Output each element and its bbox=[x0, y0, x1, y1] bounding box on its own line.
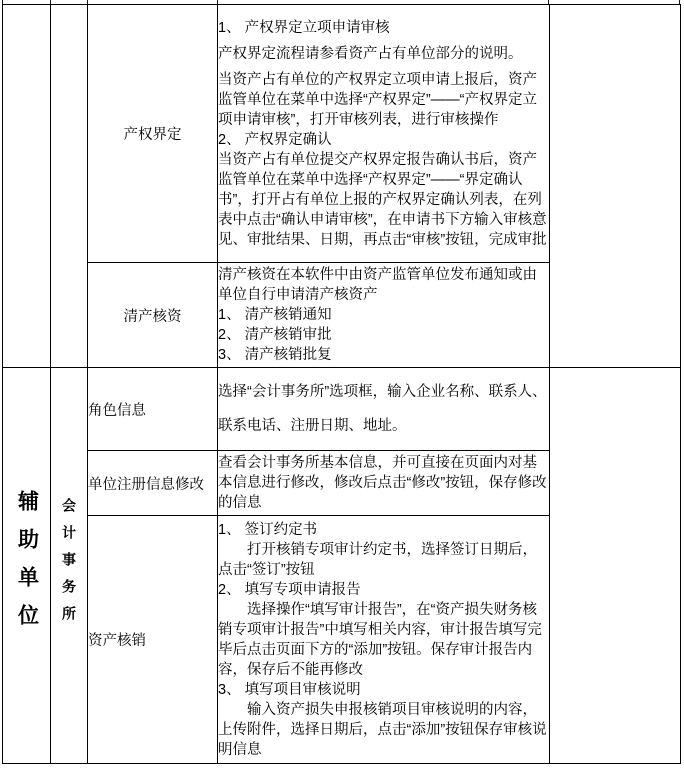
notes-cell-empty bbox=[550, 368, 681, 764]
desc-paragraph: 1、 产权界定立项申请审核 bbox=[218, 19, 390, 36]
table-row bbox=[3, 5, 681, 263]
desc-paragraph: 当资产占有单位提交产权界定报告确认书后，资产监管单位在菜单中选择“产权界定”——“界定确认书”，打开占有单位上报的产权界定确认列表，在列表中点击“确认申请审核”，在申请书下方输入审核意见、审批结果、日期，再点击“审核”按钮，完成审批 bbox=[218, 151, 547, 248]
group-cell-empty bbox=[3, 5, 51, 368]
desc-paragraph: 打开核销专项审计约定书，选择签订日期后，点击“签订”按钮 bbox=[218, 541, 537, 578]
desc-paragraph: 3、 填写项目审核说明 bbox=[218, 681, 361, 698]
table-row bbox=[3, 368, 681, 451]
row-label-text: 资产核销 bbox=[88, 633, 146, 649]
row-label-text: 角色信息 bbox=[88, 402, 146, 419]
notes-cell-empty bbox=[550, 5, 681, 368]
row-label-role-info bbox=[88, 368, 218, 451]
row-label-text: 单位注册信息修改 bbox=[88, 476, 204, 493]
subgroup-cell-empty bbox=[51, 5, 88, 368]
row-label-text: 产权界定 bbox=[123, 127, 182, 143]
desc-paragraph: 查看会计事务所基本信息，并可直接在页面内对基本信息进行修改，修改后点击“修改”按钮，保存修改的信息 bbox=[218, 455, 547, 511]
desc-paragraph: 选择“会计事务所”选项框，输入企业名称、联系人、联系电话、注册日期、地址。 bbox=[218, 384, 547, 434]
row-label-asset-writeoff bbox=[88, 516, 218, 764]
desc-paragraph: 2、 产权界定确认 bbox=[218, 131, 332, 148]
desc-paragraph: 清产核资在本软件中由资产监管单位发布通知或由单位自行申请清产核资产 bbox=[218, 267, 537, 303]
desc-asset-writeoff bbox=[218, 516, 550, 764]
desc-role-info bbox=[218, 368, 550, 451]
group-label-text: 辅助单位 bbox=[15, 489, 39, 642]
row-label-property-rights bbox=[88, 5, 218, 263]
desc-paragraph: 3、 清产核销批复 bbox=[218, 347, 332, 363]
desc-paragraph: 选择操作“填写审计报告”，在“资产损失财务核销专项审计报告”中填写相关内容，审计报告填写完毕后点击页面下方的“添加”按钮。保存审计报告内容，保存后不能再修改 bbox=[218, 601, 542, 678]
desc-paragraph: 当资产占有单位的产权界定立项申请上报后，资产监管单位在菜单中选择“产权界定”——“产权界定立项申请审核”，打开审核列表，进行审核操作 bbox=[218, 71, 537, 128]
row-label-text: 清产核资 bbox=[123, 308, 182, 325]
desc-paragraph: 1、 清产核销通知 bbox=[218, 307, 332, 323]
subgroup-label-text: 会计事务所 bbox=[61, 498, 77, 633]
row-label-registration-info bbox=[88, 451, 218, 516]
group-cell-auxiliary-unit bbox=[3, 368, 51, 764]
row-label-asset-verification bbox=[88, 263, 218, 368]
desc-paragraph: 2、 填写专项申请报告 bbox=[218, 581, 361, 598]
manual-table bbox=[2, 4, 681, 764]
desc-paragraph: 1、 签订约定书 bbox=[218, 521, 318, 538]
desc-paragraph: 输入资产损失申报核销项目审核说明的内容，上传附件，选择日期后，点击“添加”按钮保存审核说明信息 bbox=[218, 701, 547, 758]
desc-registration-info bbox=[218, 451, 550, 516]
desc-property-rights bbox=[218, 5, 550, 263]
subgroup-cell-accounting-firm bbox=[51, 368, 88, 764]
desc-paragraph: 2、 清产核销审批 bbox=[218, 327, 332, 343]
desc-asset-verification bbox=[218, 263, 550, 368]
desc-paragraph: 产权界定流程请参看资产占有单位部分的说明。 bbox=[218, 45, 523, 62]
